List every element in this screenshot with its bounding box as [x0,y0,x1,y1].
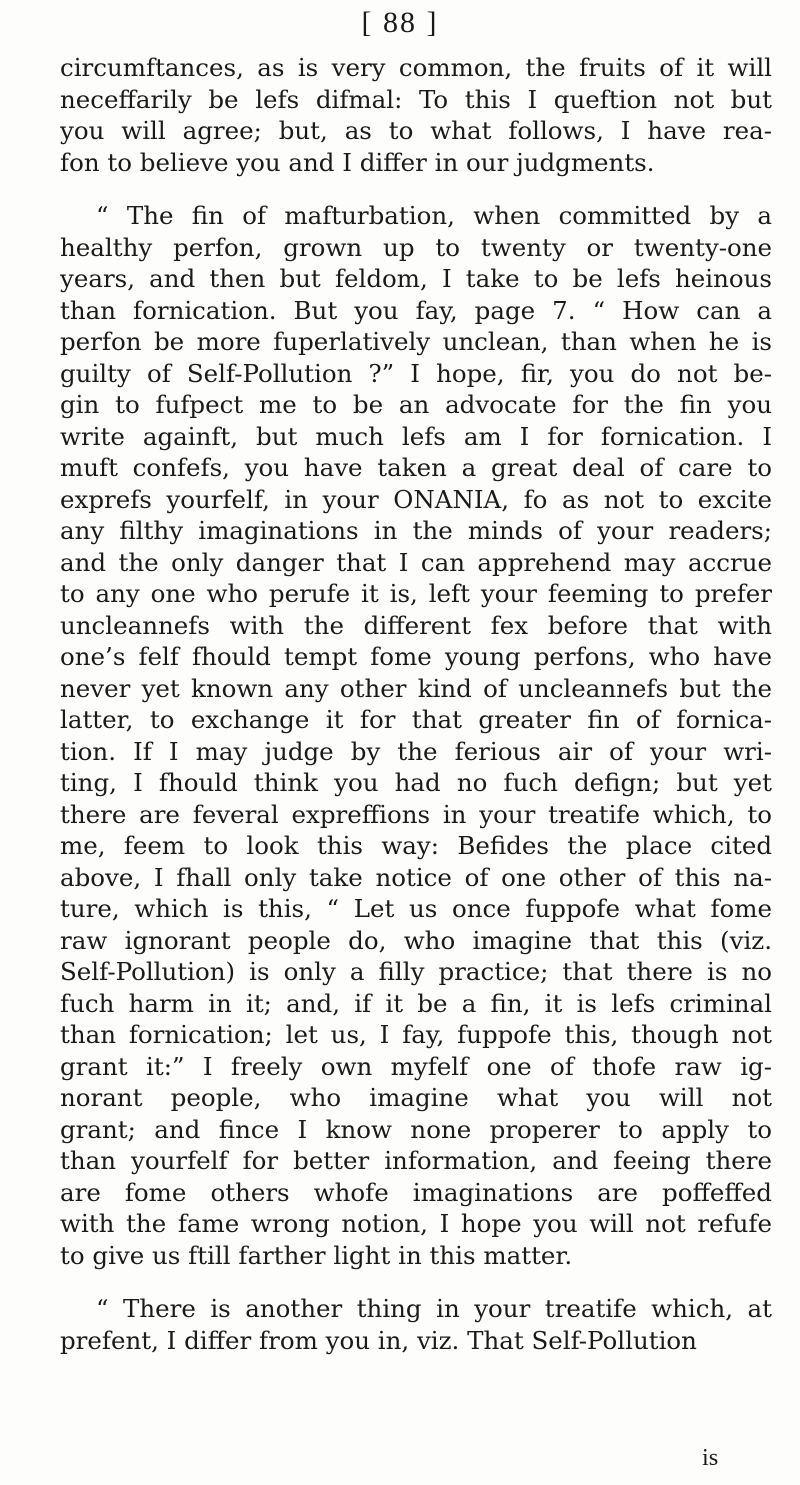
text-line: one’s felf fhould tempt fome young perfons, who have [60,642,772,671]
text-line: than yourfelf for better information, and feeing there [60,1146,772,1175]
text-line: to give us ftill farther light in this matter. [60,1240,573,1270]
text-line: are fome others whofe imaginations are poffeffed [60,1177,772,1207]
text-line: healthy perfon, grown up to twenty or twenty-one [60,232,772,262]
text-line: grant it:” I freely own myfelf one of thofe raw ig- [60,1051,772,1081]
text-line: ting, I fhould think you had no fuch defign; but yet [60,768,772,797]
text-line: and the only danger that I can apprehend may accrue [60,547,772,577]
text-line: there are feveral expreffions in your treatife which, to [60,799,772,829]
text-line: neceffarily be lefs difmal: To this I queftion not but [60,84,772,114]
text-line: with the fame wrong notion, I hope you will not refufe [60,1209,772,1238]
text-line: grant; and fince I know none properer to apply to [60,1114,772,1144]
text-line: me, feem to look this way: Befides the place cited [60,831,772,860]
paragraph [60,1293,772,1356]
page-number: [ 88 ] [361,6,439,39]
text-line: perfon be more fuperlatively unclean, than when he is [60,327,772,356]
text-line: above, I fhall only take notice of one other of this na- [60,862,772,892]
text-line: latter, to exchange it for that greater fin of fornica- [60,705,772,734]
text-line: Self-Pollution) is only a filly practice; that there is no [60,957,772,986]
text-line: than fornication; let us, I fay, fuppofe this, though not [60,1020,772,1049]
paragraph-gap [60,178,772,200]
text-line: to any one who perufe it is, left your feeming to prefer [60,579,772,608]
text-line: years, and then but feldom, I take to be lefs heinous [60,264,772,293]
text-line: uncleannefs with the different fex before that with [60,610,772,640]
paragraph [60,52,772,178]
paragraph-gap [60,1271,772,1293]
text-line: prefent, I differ from you in, viz. That Self-Pollution [60,1325,697,1355]
text-line: exprefs yourfelf, in your ONANIA, fo as not to excite [60,484,772,514]
body-text [60,52,772,1356]
catchword: is [702,1444,719,1471]
text-line: tion. If I may judge by the ferious air of your wri- [60,736,772,766]
text-line: circumftances, as is very common, the fruits of it will [60,53,772,82]
paragraph [60,200,772,1271]
text-line: “ There is another thing in your treatife which, at [96,1294,772,1323]
text-line: muft confefs, you have taken a great deal of care to [60,453,772,482]
text-line: fuch harm in it; and, if it be a fin, it is lefs criminal [60,988,772,1018]
text-line: you will agree; but, as to what follows, I have rea- [60,116,772,145]
text-line: fon to believe you and I differ in our judgments. [60,147,655,177]
text-line: never yet known any other kind of uncleannefs but the [60,673,772,703]
text-line: raw ignorant people do, who imagine that this (viz. [60,925,772,955]
text-line: any filthy imaginations in the minds of your readers; [60,516,772,545]
text-line: “ The fin of mafturbation, when committed by a [96,201,772,230]
text-line: norant people, who imagine what you will not [60,1083,772,1112]
text-line: guilty of Self-Pollution ?” I hope, fir, you do not be- [60,358,772,388]
text-line: write againft, but much lefs am I for fornication. I [60,421,772,451]
text-line: ture, which is this, “ Let us once fuppofe what fome [60,894,772,923]
text-line: than fornication. But you fay, page 7. “ How can a [60,295,772,325]
text-line: gin to fufpect me to be an advocate for the fin you [60,390,772,419]
